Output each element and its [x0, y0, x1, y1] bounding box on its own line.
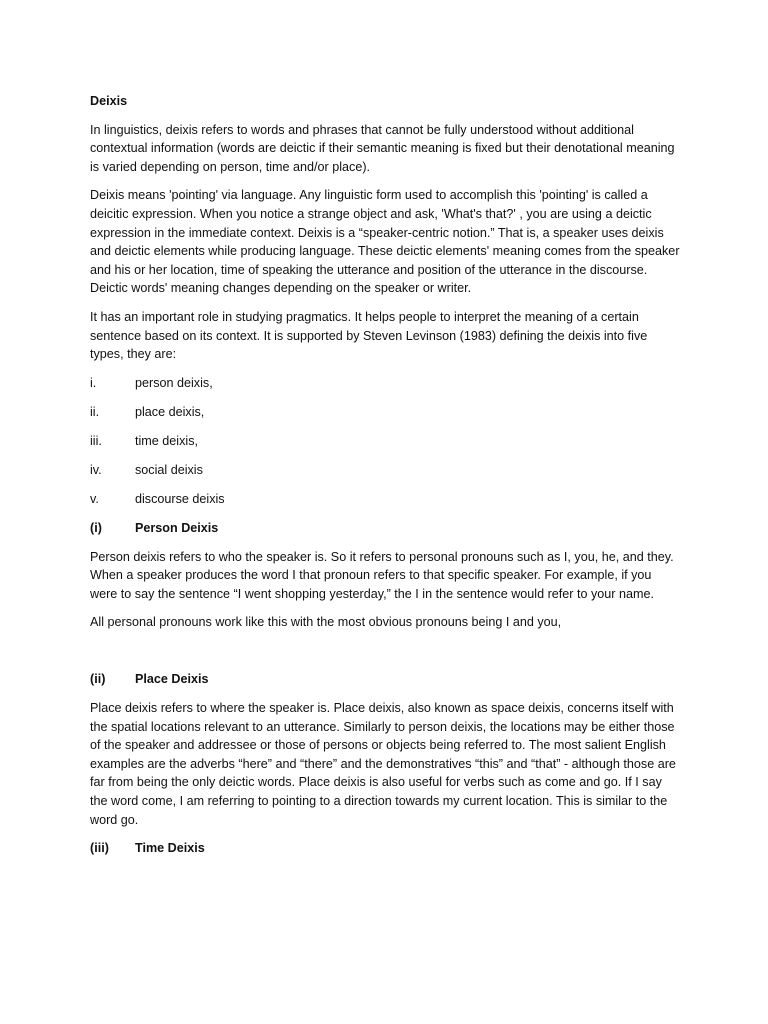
- document-title: Deixis: [90, 94, 128, 108]
- types-intro-paragraph: It has an important role in studying pragmatics. It helps people to interpret the meaning of a certain sentence based on its context. It is supported by Steven Levinson (1983) defining the deixis into five types, they are:: [90, 309, 648, 362]
- section-number: (i): [90, 520, 102, 535]
- list-item-text: social deixis: [135, 462, 203, 477]
- document-page: [90, 92, 680, 868]
- section-heading-time-deixis: [90, 839, 680, 858]
- deixis-types-list: [90, 374, 680, 509]
- section-title: Place Deixis: [135, 672, 209, 686]
- section-heading-person-deixis: [90, 519, 680, 538]
- section-heading-place-deixis: [90, 670, 680, 689]
- place-deixis-paragraph: Place deixis refers to where the speaker is. Place deixis, also known as space deixis, concerns itself with the spatial locations relevant to an utterance. Similarly to person deixis, the locations may be either those of the speaker and addressee or those of persons or objects being referred to. The most salient English examples are the adverbs “here” and “there” and the demonstratives “this” and “that” - although those are far from being the only deictic words. Place deixis is also useful for verbs such as come and go. If I say the word come, I am referring to pointing to a direction towards my current location. This is similar to the word go.: [90, 700, 676, 827]
- list-item-text: person deixis,: [135, 375, 213, 390]
- section-number: (ii): [90, 672, 106, 686]
- personal-pronouns-paragraph: All personal pronouns work like this with the most obvious pronouns being I and you,: [90, 615, 562, 630]
- list-marker: iii.: [90, 433, 102, 448]
- list-item: [90, 461, 680, 480]
- list-item-text: time deixis,: [135, 433, 198, 448]
- list-marker: i.: [90, 375, 97, 390]
- pointing-paragraph: Deixis means 'pointing' via language. Any linguistic form used to accomplish this 'pointing' is called a deicitic expression. When you notice a strange object and ask, 'What's that?' , you are using a deictic expression in the immediate context. Deixis is a “speaker-centric notion.” That is, a speaker uses deixis and deictic elements while producing language. These deictic elements' meaning comes from the speaker and his or her location, time of speaking the utterance and position of the utterance in the discourse. Deictic words' meaning changes depending on the speaker or writer.: [90, 188, 680, 296]
- section-number: (iii): [90, 841, 109, 856]
- section-title: Time Deixis: [135, 841, 205, 856]
- list-item: [90, 374, 680, 393]
- list-marker: ii.: [90, 404, 100, 419]
- list-item-text: discourse deixis: [135, 491, 225, 506]
- list-marker: v.: [90, 491, 99, 506]
- intro-paragraph: In linguistics, deixis refers to words and phrases that cannot be fully understood without additional contextual information (words are deictic if their semantic meaning is fixed but their denotational meaning is varied depending on person, time and/or place).: [90, 122, 675, 174]
- list-item: [90, 490, 680, 509]
- section-title: Person Deixis: [135, 520, 219, 535]
- list-item: [90, 432, 680, 451]
- blank-line: [90, 642, 680, 670]
- list-item-text: place deixis,: [135, 404, 205, 419]
- list-marker: iv.: [90, 462, 102, 477]
- list-item: [90, 403, 680, 422]
- person-deixis-paragraph: Person deixis refers to who the speaker is. So it refers to personal pronouns such as I, you, he, and they. When a speaker produces the word I that pronoun refers to that specific speaker. For example, if you were to say the sentence “I went shopping yesterday,” the I in the sentence would refer to your name.: [90, 549, 674, 601]
